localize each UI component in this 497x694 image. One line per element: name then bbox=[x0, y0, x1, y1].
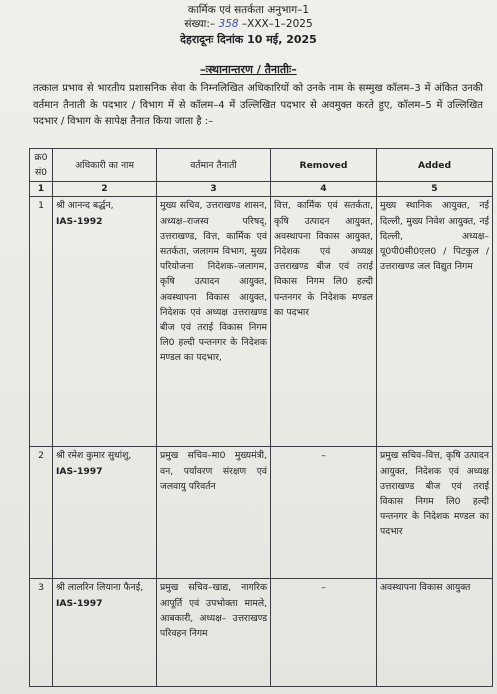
subject-heading: –ःस्थानान्तरण / तैनातीः– bbox=[200, 63, 297, 76]
order-paragraph: तत्काल प्रभाव से भारतीय प्रशासनिक सेवा के निम्नलिखित अधिकारियों को उनके नाम के सम्मुख कॉलम–3 में अंकित उनकी वर्तमान तैनाती के पदभार / विभाग में से कॉलम–4 में उल्लिखित पदभार से अवमुक्त करते हुए, कॉलम–5 में उल्लिखित पदभार / विभाग के सापेक्ष तैनात किया जाता है :– bbox=[33, 83, 483, 127]
officer-cell bbox=[53, 197, 157, 447]
table-row bbox=[30, 579, 493, 687]
removed-charge: – bbox=[271, 447, 377, 579]
header-added: Added bbox=[377, 149, 493, 182]
officer-name: श्री लालरिन लियाना फैनई, bbox=[56, 582, 144, 594]
col-number: 4 bbox=[271, 182, 377, 197]
current-posting: प्रमुख सचिव–मा0 मुख्यमंत्री, वन, पर्यावरण संरक्षण एवं जलवायु परिवर्तन bbox=[157, 447, 271, 579]
col-number: 3 bbox=[157, 182, 271, 197]
officer-batch: IAS-1997 bbox=[56, 597, 103, 609]
removed-charge: – bbox=[271, 579, 377, 687]
row-sn: 2 bbox=[30, 447, 53, 579]
officer-cell bbox=[53, 579, 157, 687]
removed-charge: वित्त, कार्मिक एवं सतर्कता, कृषि उत्पादन आयुक्त, अवस्थापना विकास आयुक्त, निदेशक एवं अध्यक्ष उत्तराखण्ड बीज एवं तराई विकास निगम लि0 हल्दी पन्तनगर के निदेशक मण्डल का पदभार bbox=[271, 197, 377, 447]
row-sn: 1 bbox=[30, 197, 53, 447]
handwritten-number: 358 bbox=[218, 18, 239, 30]
transfer-table bbox=[29, 148, 493, 687]
letter-number bbox=[0, 17, 497, 31]
officer-batch: IAS-1997 bbox=[56, 465, 103, 477]
officer-cell bbox=[53, 447, 157, 579]
current-posting: मुख्य सचिव, उत्तराखण्ड शासन, अध्यक्ष–राजस्व परिषद्, उत्तराखण्ड, वित्त, कार्मिक एवं सतर्कता, जलागम विभाग, मुख्य परियोजना निदेशक–जलागम, कृषि उत्पादन आयुक्त, अवस्थापना विकास आयुक्त, निदेशक एवं अध्यक्ष उत्तराखण्ड बीज एवं तराई विकास निगम लि0 हल्दी पन्तनगर के निदेशक मण्डल का पदभार, bbox=[157, 197, 271, 447]
col-number: 5 bbox=[377, 182, 493, 197]
table-row bbox=[30, 197, 493, 447]
added-charge: मुख्य स्थानिक आयुक्त, नई दिल्ली, मुख्य निवेश आयुक्त, नई दिल्ली, अध्यक्ष– यू0पी0सी0एल0 / पिटकुल / उत्तराखण्ड जल विद्युत निगम bbox=[377, 197, 493, 447]
header-removed: Removed bbox=[271, 149, 377, 182]
officer-batch: IAS-1992 bbox=[56, 215, 103, 227]
place-date: देहरादूनः दिनांक 10 मई, 2025 bbox=[180, 33, 317, 46]
col-number: 1 bbox=[30, 182, 53, 197]
number-suffix: –XXX–1–2025 bbox=[241, 18, 313, 30]
header-sn: क्र0 सं0 bbox=[30, 149, 53, 182]
current-posting: प्रमुख सचिव–खाद्य, नागरिक आपूर्ति एवं उपभोक्ता मामले, आबकारी, अध्यक्ष– उत्तराखण्ड परिवहन निगम bbox=[157, 579, 271, 687]
column-number-row bbox=[30, 182, 493, 197]
section-title: कार्मिक एवं सतर्कता अनुभाग–1 bbox=[187, 4, 310, 16]
officer-name: श्री आनन्द बर्द्धन, bbox=[56, 200, 114, 212]
table-row bbox=[30, 447, 493, 579]
table-header-row bbox=[30, 149, 493, 182]
header-officer-name: अधिकारी का नाम bbox=[53, 149, 157, 182]
officer-name: श्री रमेश कुमार सुधांशु, bbox=[56, 450, 132, 462]
col-number: 2 bbox=[53, 182, 157, 197]
row-sn: 3 bbox=[30, 579, 53, 687]
added-charge: अवस्थापना विकास आयुक्त bbox=[377, 579, 493, 687]
header-current-posting: वर्तमान तैनाती bbox=[157, 149, 271, 182]
added-charge: प्रमुख सचिव–वित्त, कृषि उत्पादन आयुक्त, निदेशक एवं अध्यक्ष उत्तराखण्ड बीज एवं तराई विकास निगम लि0 हल्दी पन्तनगर के निदेशक मण्डल का पदभार bbox=[377, 447, 493, 579]
number-label: संख्या:– bbox=[184, 18, 216, 30]
